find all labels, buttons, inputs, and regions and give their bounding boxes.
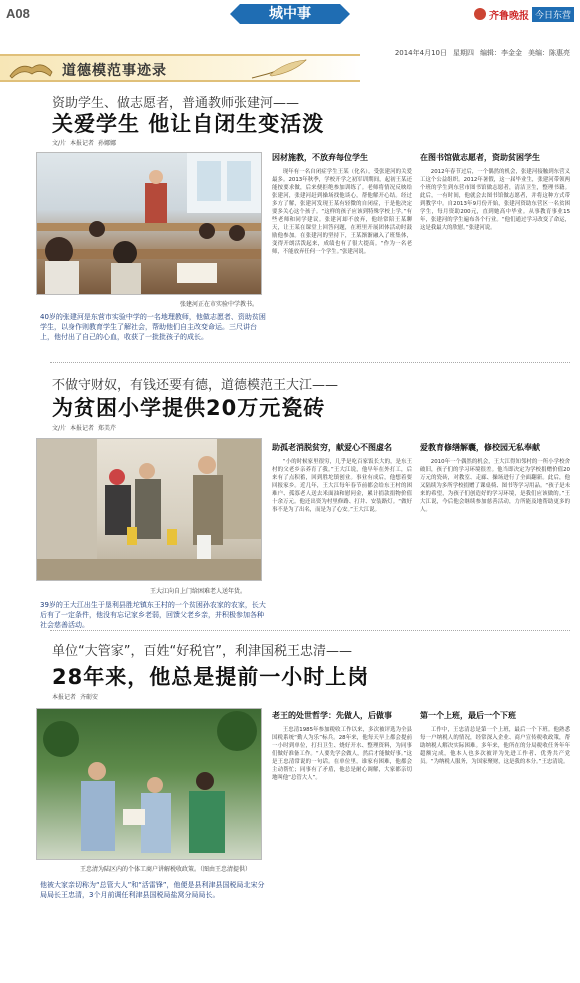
story1-kicker: 资助学生、做志愿者，普通教师张建河—— bbox=[52, 96, 300, 111]
story2-byline bbox=[52, 423, 116, 432]
story2-headline: 为贫困小学提供20万元瓷砖 bbox=[52, 396, 326, 420]
banner-title: 道德模范事迹录 bbox=[62, 63, 167, 79]
designer-credit: 美编：陈惠亮 bbox=[528, 49, 570, 57]
byline-author: 齐砺安 bbox=[80, 694, 99, 701]
issue-date: 2014年4月10日 bbox=[394, 49, 447, 57]
brand-logo-icon bbox=[474, 8, 486, 20]
story1-col2-heading: 在图书馆做志愿者，资助贫困学生 bbox=[420, 153, 540, 162]
story2-photo-caption: 王大江向自上门给困难老人送年货。 bbox=[150, 588, 247, 595]
byline-role: 本报记者 bbox=[70, 140, 95, 147]
story3-photo-caption: 王忠清为陆区内的个体工商户讲解税收政策。（图由王忠清提供） bbox=[80, 866, 252, 873]
byline-author: 郑美芹 bbox=[98, 425, 117, 432]
story2-column-2 bbox=[420, 444, 570, 624]
book-icon bbox=[6, 58, 56, 80]
story-divider bbox=[50, 630, 570, 631]
feather-icon bbox=[250, 58, 310, 80]
byline-role: 本报记者 bbox=[52, 694, 77, 701]
story2-column-1 bbox=[272, 444, 412, 624]
story2-kicker: 不做守财奴，有钱还要有德，道德模范王大江—— bbox=[52, 378, 339, 393]
story3-lead: 他被大家亲切称为“总管大人”和“活雷锋”，他便是县利津县国税局北宋分局局长王忠清，3个月前调任利津县国税局盐窝分局局长。 bbox=[40, 881, 265, 899]
story3-kicker: 单位“大管家”，百姓“好税官”，利津国税王忠清—— bbox=[52, 644, 352, 659]
newspaper-brand bbox=[474, 6, 574, 22]
issue-weekday: 星期四 bbox=[453, 49, 474, 57]
byline-role: 文/片 bbox=[52, 425, 67, 432]
story1-col1-heading: 因材施教，不放弃每位学生 bbox=[272, 153, 368, 162]
story3-column-2 bbox=[420, 712, 570, 972]
section-title: 城中事 bbox=[240, 4, 340, 24]
story1-photo-caption: 张建河正在市实验中学教书。 bbox=[180, 301, 259, 308]
byline-role: 文/片 bbox=[52, 140, 67, 147]
brand-edition: 今日东营 bbox=[532, 7, 574, 22]
village-scene bbox=[37, 439, 262, 581]
brand-name: 齐鲁晚报 bbox=[488, 10, 529, 22]
story2-lead: 39岁的王大江出生于垦利县胜坨镇东王村的一个贫困孙农家的农家，长大后有了一定条件，他没有忘记家乡老弱，回馈父老乡亲，并积极参加各种社会慈善活动。 bbox=[40, 601, 266, 629]
story3-headline: 28年来，他总是提前一小时上岗 bbox=[52, 665, 370, 689]
column-banner bbox=[0, 54, 360, 82]
story2-village-photo bbox=[36, 438, 262, 581]
story2-col1-text: “小的时候家里很穷，几乎是吃百家饭长大的，是东王村的父老乡亲养育了我。”王大江说，他早年在外打工，后来有了点积蓄，回到胜坨镇创业。事业有成后，他想着要回报家乡。近几年，王大江每年春节前都会给东王村的困难户、孤寡老人送去米面油和慰问金，累计捐款捐物价值十余万元。他还出资为村里修路、打井、安装路灯。“做好事不是为了出名，而是为了心安。”王大江说。 bbox=[272, 459, 412, 513]
page-number: A08 bbox=[6, 6, 30, 21]
story2-col2-text: 2010年一个偶然的机会，王大江得知邻村的一所小学校舍破旧，孩子们的学习环境很差。他当即决定为学校捐赠价值20万元的瓷砖，对教室、走廊、操场进行了全面翻新。此后，他又陆续为多所学校捐赠了课桌椅、图书等学习用品。“孩子是未来的希望，为孩子们创造好的学习环境，是我们应该做的。”王大江说，今后他会继续参加慈善活动，力所能及地帮助更多的人。 bbox=[420, 459, 570, 513]
story-divider bbox=[50, 362, 570, 363]
byline-author: 孙娜娜 bbox=[98, 140, 117, 147]
page-header bbox=[0, 0, 580, 28]
issue-meta bbox=[395, 48, 570, 58]
story3-col2-text: 工作中，王忠清总是第一个上班，最后一个下班。他熟悉每一户纳税人的情况，经常深入企业、商户宣传税收政策，帮助纳税人解决实际困难。多年来，他所在的分局税收任务年年超额完成，他本人也多次被评为先进工作者、优秀共产党员。“为纳税人服务，为国家聚财，这是我的本分。”王忠清说。 bbox=[420, 727, 570, 765]
story1-col2-text: 2012年春节过后，一个偶然的机会，张建河接触到东营义工这个公益组织。2012年暑假，这一届毕业生，张建河带领两个班的学生到东营市图书馆做志愿者，清洁卫生，整理书籍。此后，一有时间，他就会去图书馆做志愿者，并将这种方式带到教学中。自2013年9月份开始，张建河资助东营区一名贫困学生，每月资助200元，直到她高中毕业。从事教育事业15年，张建河的学生遍布各个行业。“他们通过学习改变了命运，这是我最大的欣慰。”张建河说。 bbox=[420, 169, 570, 231]
story3-col1-heading: 老王的处世哲学：先做人，后做事 bbox=[272, 711, 392, 720]
story1-byline bbox=[52, 138, 116, 147]
story2-col2-heading: 爱教育修缮解囊，修校园无私奉献 bbox=[420, 443, 540, 452]
story1-lead: 40岁的张建河是东营市实验中学的一名地理教师，他做志愿者、资助贫困学生，以身作则教育学生了解社会，帮助他们自主改变命运。三尺讲台上，他付出了自己的心血，收获了一批批孩子的成长。 bbox=[40, 313, 266, 341]
editor-credit: 编辑：李金金 bbox=[480, 49, 522, 57]
byline-role: 本报记者 bbox=[70, 425, 95, 432]
story3-byline bbox=[52, 692, 98, 701]
story1-column-2 bbox=[420, 154, 570, 344]
story1-column-1 bbox=[272, 154, 412, 344]
story3-tax-officer-photo bbox=[36, 708, 262, 860]
story1-headline: 关爱学生 他让自闭生变活泼 bbox=[52, 112, 325, 136]
story3-column-1 bbox=[272, 712, 412, 972]
story1-classroom-photo bbox=[36, 152, 262, 295]
story2-col1-heading: 助孤老消脱贫穷，献爱心不图虚名 bbox=[272, 443, 392, 452]
classroom-scene bbox=[37, 153, 262, 295]
story3-col2-heading: 第一个上班，最后一个下班 bbox=[420, 711, 516, 720]
story1-col1-text: 现年有一名自闭症学生王某（化名），受张建河的关爱最多。2013年秋季，学校开学之初军训期间，起初王某还能按要求做，后来便拒绝参加训练了。老师将情况反映给张建河，张建河赶到操场找他谈心，帮他解开心结。经过多方了解，张建河发现王某有轻微的自闭症，于是他决定要多关心这个孩子。“这样的孩子应该到特殊学校上学。”有些老师和同学建议。张建河却不放弃，他经常陪王某聊天，让王某在课堂上回答问题，在班里开展团体活动时鼓励他参加。在张建河的坚持下，王某渐渐融入了班集体，变得开朗活泼起来，成绩也有了很大提高。“作为一名老师，不能放弃任何一个学生。”张建河说。 bbox=[272, 169, 412, 255]
story3-col1-text: 王忠清1985年参加税收工作以来，多次被评选为全县国税系统“勤人为乐”标兵。28年来，他每天早上都会提前一小时到单位，打扫卫生、烧好开水、整理资料，为同事们做好准备工作。“人要先学会做人，然后才能做好事。”这是王忠清常说的一句话。在单位里，谁家有困难，他都会主动帮忙；同事有了矛盾，他总是耐心调解，大家都亲切地叫他“总管大人”。 bbox=[272, 727, 412, 781]
tax-office-scene bbox=[37, 709, 262, 860]
